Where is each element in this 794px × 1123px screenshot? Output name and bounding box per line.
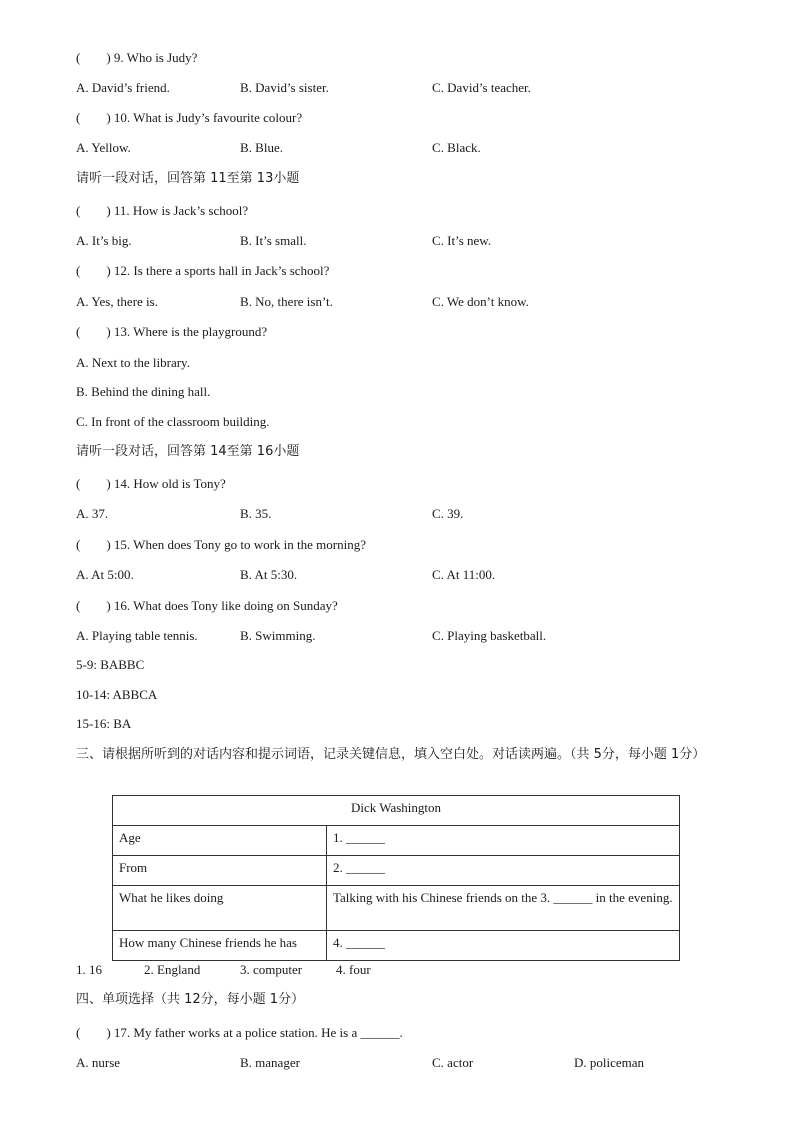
table-row [113,826,680,856]
question-11 [76,203,248,219]
option-b: B. 35. [240,506,272,521]
option-b: B. No, there isn’t. [240,294,333,309]
info-table [112,795,680,961]
question-stem: ( ) 9. Who is Judy? [76,50,198,65]
row-value: Talking with his Chinese friends on the 3. ______ in the evening. [327,886,680,931]
row-label: How many Chinese friends he has [113,931,327,961]
option-b: B. Behind the dining hall. [76,384,211,399]
option-c: C. David’s teacher. [432,80,531,95]
option-b: B. Blue. [240,140,283,155]
question-10 [76,110,302,126]
option-c: C. Playing basketball. [432,628,547,643]
option-a: A. nurse [76,1055,121,1070]
option-a: A. Next to the library. [76,355,190,370]
table-title-row [113,796,680,826]
question-13 [76,324,267,340]
option-a: A. David’s friend. [76,80,170,95]
table-title: Dick Washington [113,796,680,826]
question-stem: ( ) 10. What is Judy’s favourite colour? [76,110,303,125]
question-10-options [76,140,756,156]
option-c: C. actor [432,1055,474,1070]
question-14 [76,476,226,492]
option-a: A. Playing table tennis. [76,628,198,643]
option-a: A. At 5:00. [76,567,134,582]
table-row [113,886,680,931]
question-17-options [76,1055,756,1071]
question-stem: ( ) 11. How is Jack’s school? [76,203,249,218]
row-label: What he likes doing [113,886,327,931]
option-b: B. manager [240,1055,300,1070]
answer-key: 10-14: ABBCA [76,687,158,702]
question-15-options [76,567,756,583]
row-value: 4. ______ [327,931,680,961]
option-d: D. policeman [574,1055,645,1070]
question-stem: ( ) 17. My father works at a police station. He is a ______. [76,1025,403,1040]
section-3-answers [76,962,476,978]
option-c: C. It’s new. [432,233,492,248]
section-3-heading: 三、请根据所听到的对话内容和提示词语，记录关键信息，填入空白处。对话读两遍。（共 5分，每小题 1分） [76,747,706,762]
row-label: From [113,856,327,886]
option-b: B. At 5:30. [240,567,298,582]
question-16-options [76,628,756,644]
table-row [113,856,680,886]
question-12 [76,263,329,279]
option-a: A. Yes, there is. [76,294,158,309]
question-stem: ( ) 12. Is there a sports hall in Jack’s school? [76,263,330,278]
question-stem: ( ) 13. Where is the playground? [76,324,268,339]
option-c: C. Black. [432,140,481,155]
listening-instruction: 请听一段对话，回答第 11至第 13小题 [76,171,300,186]
option-a: A. Yellow. [76,140,131,155]
row-label: Age [113,826,327,856]
answer-item: 4. four [336,962,371,977]
question-stem: ( ) 16. What does Tony like doing on Sunday? [76,598,338,613]
question-11-options [76,233,756,249]
answer-item: 2. England [144,962,201,977]
question-stem: ( ) 15. When does Tony go to work in the morning? [76,537,366,552]
answer-item: 3. computer [240,962,303,977]
question-15 [76,537,366,553]
answer-item: 1. 16 [76,962,102,977]
question-14-options [76,506,756,522]
listening-instruction: 请听一段对话，回答第 14至第 16小题 [76,444,300,459]
question-12-options [76,294,756,310]
option-c: C. We don’t know. [432,294,529,309]
row-value: 1. ______ [327,826,680,856]
row-value: 2. ______ [327,856,680,886]
option-a: A. It’s big. [76,233,132,248]
option-b: B. Swimming. [240,628,316,643]
question-9 [76,50,197,66]
section-4-heading: 四、单项选择（共 12分，每小题 1分） [76,992,305,1007]
option-a: A. 37. [76,506,109,521]
option-c: C. At 11:00. [432,567,496,582]
answer-key: 15-16: BA [76,716,132,731]
option-b: B. It’s small. [240,233,307,248]
answer-key: 5-9: BABBC [76,657,145,672]
question-stem: ( ) 14. How old is Tony? [76,476,226,491]
question-17 [76,1025,403,1041]
option-b: B. David’s sister. [240,80,329,95]
question-9-options [76,80,756,96]
option-c: C. In front of the classroom building. [76,414,270,429]
question-16 [76,598,338,614]
option-c: C. 39. [432,506,464,521]
table-row [113,931,680,961]
